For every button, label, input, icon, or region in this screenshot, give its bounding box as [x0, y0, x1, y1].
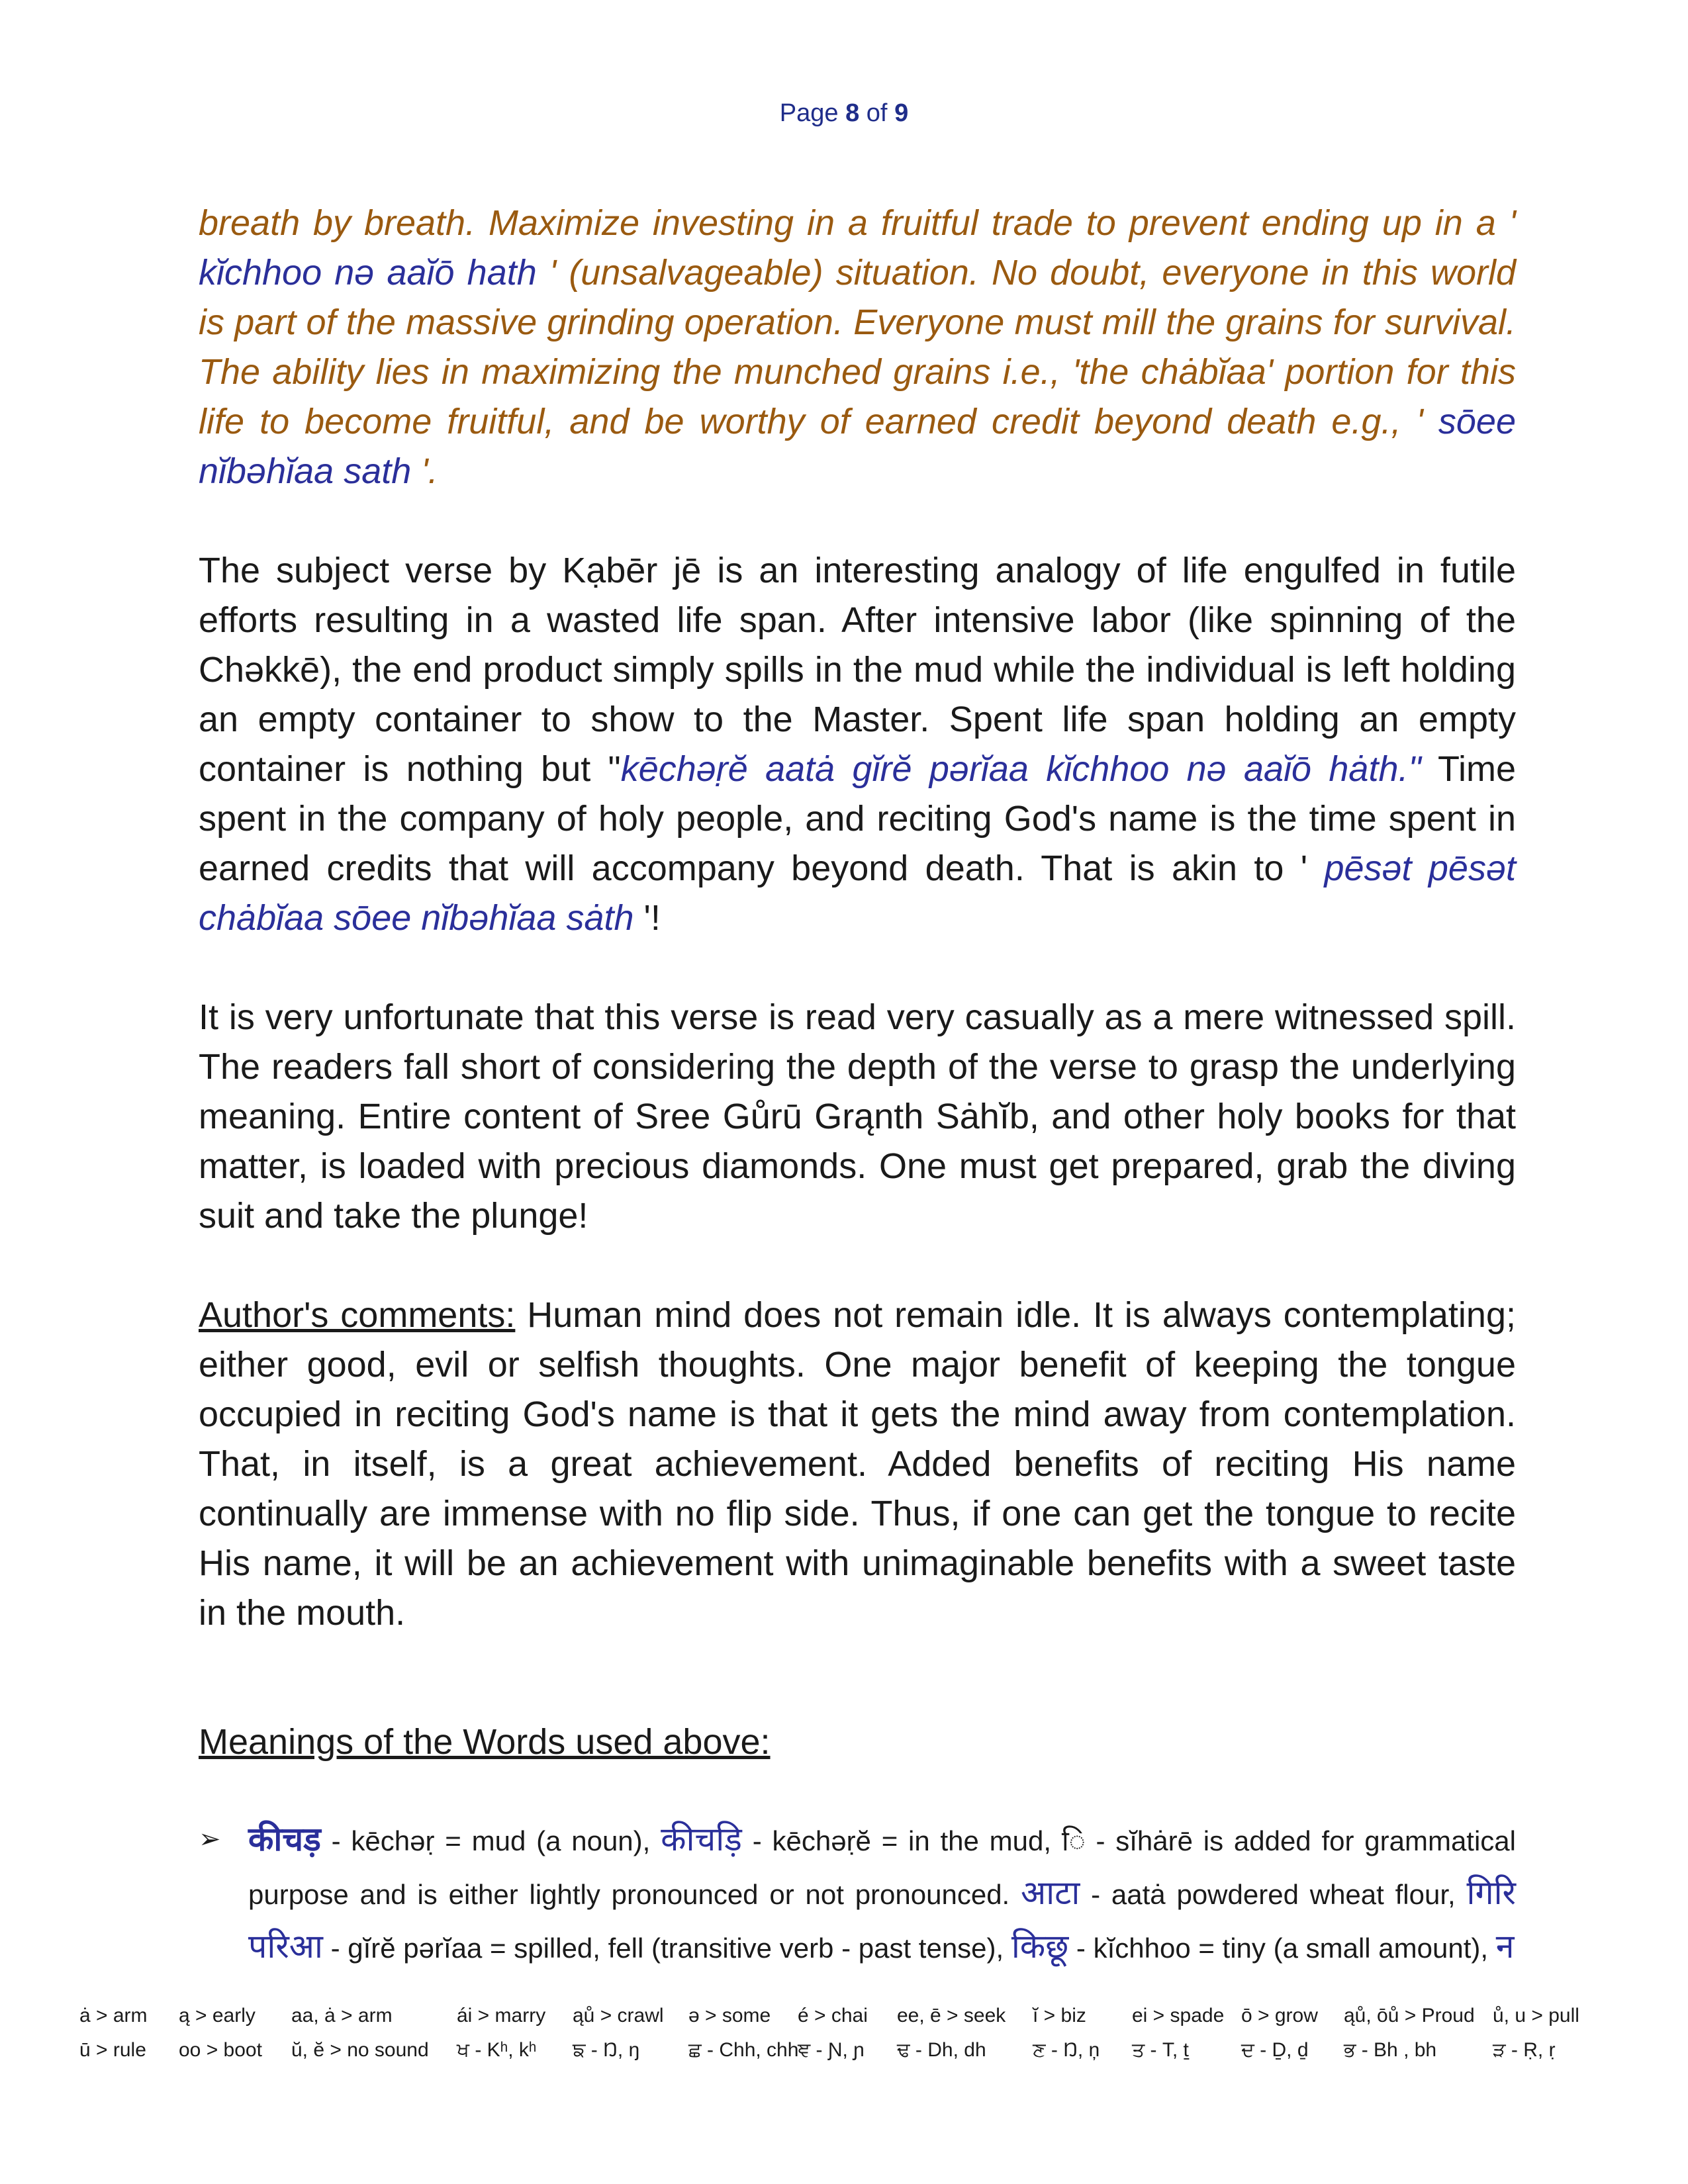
list-item [199, 1813, 1516, 1974]
key-entry: ਞ - Ɲ, ɲ [798, 2039, 865, 2061]
pronunciation-key [79, 1999, 1615, 2068]
key-entry: ąů, ōů > Proud [1344, 2005, 1475, 2026]
pronunciation-key-row-2 [79, 2033, 1615, 2068]
key-entry: ŭ, ĕ > no sound [291, 2039, 429, 2061]
key-entry: ਢ - Dh, dh [897, 2039, 986, 2061]
key-entry: aa, ȧ > arm [291, 2005, 393, 2026]
key-entry: ei > spade [1132, 2005, 1225, 2026]
transliteration: kĭchhoo nə aaĭō hath [199, 253, 537, 293]
transliteration: kēchəṛĕ aatȧ gĭrĕ pərĭaa kĭchhoo nə aaĭō hȧth." [620, 749, 1421, 789]
key-entry: ਛ - Chh, chh [688, 2039, 799, 2061]
key-entry: oo > boot [179, 2039, 262, 2061]
key-entry: ਤ - T, ṯ [1132, 2039, 1189, 2061]
key-entry: ō > grow [1241, 2005, 1318, 2026]
paragraph-2: The subject verse by Kạbēr jē is an interesting analogy of life engulfed in futile efforts resulting in a wasted life span. After intensive labor (like spinning of the Chəkkē), the end product simply spills in the mud while the individual is left holding an empty container to show to the Master. Spent life span holding an empty container is nothing but "kēchəṛĕ aatȧ gĭrĕ pərĭaa kĭchhoo nə aaĭō hȧth." Time spent in the company of holy people, and reciting God's name is the time spent in earned credits that will accompany beyond death. That is akin to ' pēsət pēsət chȧbĭaa sōee nĭbəhĭaa sȧth '! [199, 551, 1516, 938]
authors-comments: Author's comments: Human mind does not remain idle. It is always contemplating; either good, evil or selfish thoughts. One major benefit of keeping the tongue occupied in reciting God's name is that it gets the mind away from contemplation. That, in itself, is a great achievement. Added benefits of reciting His name continually are immense with no flip side. Thus, if one can get the tongue to recite His name, it will be an achievement with unimaginable benefits with a sweet taste in the mouth. [199, 1295, 1516, 1633]
key-entry: ੜ - Ṛ, ṛ [1493, 2039, 1556, 2061]
key-entry: ਖ - Kʰ, kʰ [457, 2039, 537, 2061]
key-entry: ąů > crawl [573, 2005, 664, 2026]
key-entry: ə > some [688, 2005, 771, 2026]
meanings-heading: Meanings of the Words used above: [199, 1722, 771, 1762]
paragraph-3: It is very unfortunate that this verse is read very casually as a mere witnessed spill. The readers fall short of considering the depth of the verse to grasp the underlying meaning. Entire content of Sree Gůrū Grąnth Sȧhĭb, and other holy books for that matter, is loaded with precious diamonds. One must get prepared, grab the diving suit and take the plunge! [199, 997, 1516, 1236]
key-entry: ਙ - Ŋ, ŋ [573, 2039, 640, 2061]
key-entry: é > chai [798, 2005, 868, 2026]
main-content [199, 199, 1516, 1974]
key-entry: ee, ē > seek [897, 2005, 1006, 2026]
key-entry: ȧ > arm [79, 2005, 148, 2026]
key-entry: ů, u > pull [1493, 2005, 1579, 2026]
key-entry: ਭ - Bh , bh [1344, 2039, 1437, 2061]
bullet-arrow-icon: ➢ [199, 1825, 221, 1854]
paragraph-1: breath by breath. Maximize investing in a fruitful trade to prevent ending up in a ' kĭchhoo nə aaĭō hath ' (unsalvageable) situation. No doubt, everyone in this world is part of the massive grinding operation. Everyone must mill the grains for survival. The ability lies in maximizing the munched grains i.e., 'the chȧbĭaa' portion for this life to become fruitful, and be worthy of earned credit beyond death e.g., ' sōee nĭbəhĭaa sath '. [199, 203, 1516, 491]
key-entry: ਣ - Ŋ, ņ [1033, 2039, 1100, 2061]
transliteration: pēsət pēsət chȧbĭaa sōee nĭbəhĭaa sȧth [199, 848, 1516, 938]
key-entry: ū > rule [79, 2039, 146, 2061]
word-meanings: कीचड़ - kēchəṛ = mud (a noun), कीचड़ि - kēchəṛĕ = in the mud, ि - sĭhȧrē is added for grammatical purpose and is either lightly pronounced or not pronounced. आटा - aatȧ powdered wheat flour, गिरि परिआ - gĭrĕ pərĭaa = spilled, fell (transitive verb - past tense), किछू - kĭchhoo = tiny (a small amount), न [248, 1821, 1516, 1965]
key-entry: ĭ > biz [1033, 2005, 1086, 2026]
key-entry: ái > marry [457, 2005, 546, 2026]
key-entry: ą > early [179, 2005, 256, 2026]
transliteration: sōee nĭbəhĭaa sath [199, 402, 1516, 491]
key-entry: ਦ - Ḏ, ḏ [1241, 2039, 1309, 2061]
authors-comments-label: Author's comments: [199, 1295, 516, 1335]
pronunciation-key-row-1 [79, 1999, 1615, 2033]
page-number: Page 8 of 9 [779, 99, 909, 127]
